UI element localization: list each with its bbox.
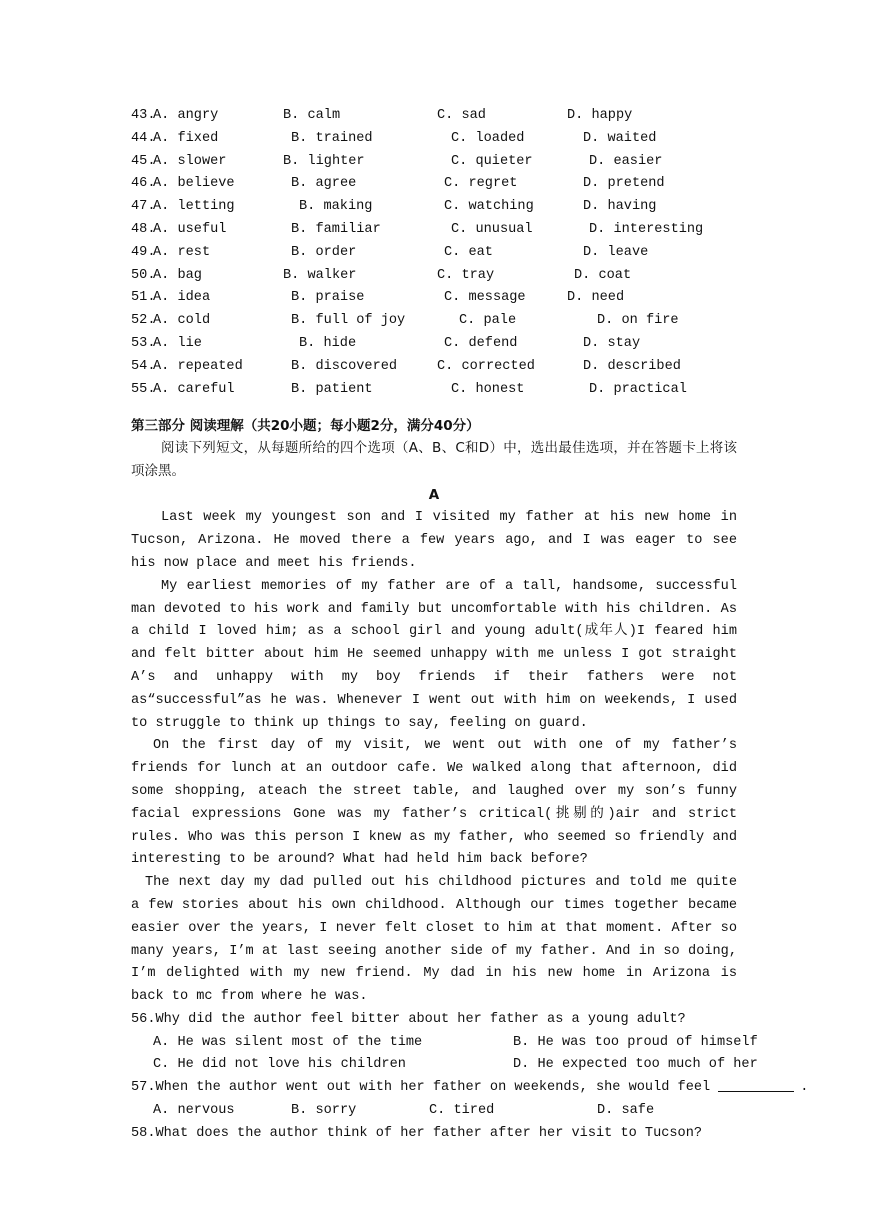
cloze-question-row (131, 128, 737, 151)
option-a: A. careful (153, 381, 235, 397)
option-b: B. agree (291, 176, 357, 192)
question-number: 55. (131, 381, 156, 397)
passage-paragraph: My earliest memories of my father are of a tall, handsome, successful man devoted to his work and family but uncomfortable with his children. As a child I loved him; as a school girl and young adult(成年人)I feared him and felt bitter about him He seemed unhappy with me unless I got straight A’s and unhappy with my boy friends if their fathers were not as“successful”as he was. Whenever I went out with him on weekends, I used to struggle to think up things to say, feeling on guard. (131, 578, 737, 731)
option-a: A. fixed (153, 130, 219, 146)
question-stem: 58.What does the author think of her father after her visit to Tucson? (131, 1125, 703, 1141)
option-c: C. defend (444, 335, 518, 351)
option-c: C. watching (444, 199, 534, 215)
option-d: D. stay (583, 335, 641, 351)
option-c: C. eat (444, 244, 493, 260)
option-d: D. waited (583, 130, 657, 146)
cloze-question-row (131, 310, 737, 333)
question-number: 54. (131, 358, 156, 374)
option-b: B. patient (291, 381, 373, 397)
option-c: C. loaded (451, 130, 525, 146)
cloze-question-row (131, 219, 737, 242)
option-d: D. on fire (597, 313, 679, 329)
passage-paragraph: The next day my dad pulled out his childhood pictures and told me quite a few stories about his own childhood. Although our times together became easier over the years, I never felt closet to him at that moment. After so many years, I’m at last seeing another side of my father. And in so doing, I’m delighted with my new friend. My dad in his new home in Arizona is back to mc from where he was. (131, 875, 737, 1005)
cloze-question-row (131, 265, 737, 288)
option-b: B. trained (291, 130, 373, 146)
option-b: B. making (299, 199, 373, 215)
option-a: A. nervous (153, 1103, 235, 1119)
answer-blank (718, 1077, 794, 1092)
passage-title: A (428, 487, 440, 504)
option-c: C. regret (444, 176, 518, 192)
question-number: 51. (131, 290, 156, 306)
option-b: B. walker (283, 267, 357, 283)
option-a: A. repeated (153, 358, 243, 374)
option-b: B. full of joy (291, 313, 406, 329)
question-stem-end: . (800, 1080, 809, 1096)
option-b: B. He was too proud of himself (513, 1034, 758, 1050)
option-c: C. unusual (451, 221, 533, 237)
option-b: B. hide (299, 335, 357, 351)
option-c: C. quieter (451, 153, 533, 169)
question-number: 47. (131, 199, 156, 215)
option-a: A. letting (153, 199, 235, 215)
question-number: 44. (131, 130, 156, 146)
option-d: D. happy (567, 108, 633, 123)
question-options (131, 1054, 758, 1077)
cloze-question-row (131, 151, 737, 174)
option-b: B. calm (283, 108, 341, 123)
option-d: D. pretend (583, 176, 665, 192)
section-instructions: 阅读下列短文，从每题所给的四个选项（A、B、C和D）中，选出最佳选项，并在答题卡上将该项涂黑。 (131, 440, 737, 480)
option-d: D. practical (589, 381, 687, 397)
option-a: A. slower (153, 153, 227, 169)
option-b: B. discovered (291, 358, 398, 374)
option-b: B. lighter (283, 153, 365, 169)
option-d: D. interesting (589, 221, 704, 237)
cloze-question-row (131, 356, 737, 379)
question-options (131, 1100, 737, 1123)
option-d: D. leave (583, 244, 649, 260)
option-d: D. He expected too much of her (513, 1057, 758, 1073)
option-c: C. tray (437, 267, 495, 283)
question-number: 46. (131, 176, 156, 192)
question-number: 53. (131, 335, 156, 351)
option-c: C. message (444, 290, 526, 306)
option-a: A. He was silent most of the time (153, 1034, 423, 1050)
passage-paragraph: Last week my youngest son and I visited my father at his new home in Tucson, Arizona. He moved there a few years ago, and I was eager to see his now place and meet his friends. (131, 510, 737, 571)
option-d: D. need (567, 290, 625, 306)
option-a: A. useful (153, 221, 227, 237)
option-d: D. easier (589, 153, 663, 169)
option-a: A. believe (153, 176, 235, 192)
option-b: B. praise (291, 290, 365, 306)
cloze-question-row (131, 333, 737, 356)
option-c: C. tired (429, 1103, 495, 1119)
cloze-options-list (131, 105, 737, 401)
section-heading: 第三部分 阅读理解（共20小题；每小题2分，满分40分） (131, 418, 480, 435)
question-stem (131, 1077, 809, 1100)
cloze-question-row (131, 287, 737, 310)
option-a: A. rest (153, 244, 211, 260)
question-options (131, 1032, 758, 1055)
option-b: B. familiar (291, 221, 381, 237)
option-a: A. lie (153, 335, 202, 351)
question-number: 49. (131, 244, 156, 260)
option-a: A. cold (153, 313, 211, 329)
question-stem: 56.Why did the author feel bitter about her father as a young adult? (131, 1011, 686, 1027)
option-b: B. order (291, 244, 357, 260)
option-b: B. sorry (291, 1103, 357, 1119)
question-stem-text: 57.When the author went out with her father on weekends, she would feel (131, 1080, 711, 1096)
cloze-question-row (131, 105, 737, 128)
option-d: D. coat (574, 267, 632, 283)
option-c: C. He did not love his children (153, 1057, 406, 1073)
question-number: 45. (131, 153, 156, 169)
option-a: A. idea (153, 290, 211, 306)
option-c: C. honest (451, 381, 525, 397)
cloze-question-row (131, 196, 737, 219)
question-number: 43. (131, 108, 156, 123)
question-number: 50. (131, 267, 156, 283)
option-d: D. safe (597, 1103, 655, 1119)
cloze-question-row (131, 173, 737, 196)
option-a: A. bag (153, 267, 202, 283)
option-c: C. corrected (437, 358, 535, 374)
cloze-question-row (131, 242, 737, 265)
question-number: 48. (131, 221, 156, 237)
passage-paragraph: On the first day of my visit, we went out with one of my father’s friends for lunch at an outdoor cafe. We walked along that afternoon, did some shopping, ateach the street table, and laughed over my son’s funny facial expressions Gone was my father’s critical(挑剔的)air and strict rules. Who was this person I knew as my father, who seemed so friendly and interesting to be around? What had held him back before? (131, 738, 737, 868)
option-d: D. described (583, 358, 681, 374)
option-a: A. angry (153, 108, 219, 123)
option-d: D. having (583, 199, 657, 215)
option-c: C. sad (437, 108, 486, 123)
cloze-question-row (131, 379, 737, 402)
question-number: 52. (131, 313, 156, 329)
option-c: C. pale (459, 313, 517, 329)
exam-page (131, 105, 809, 1146)
